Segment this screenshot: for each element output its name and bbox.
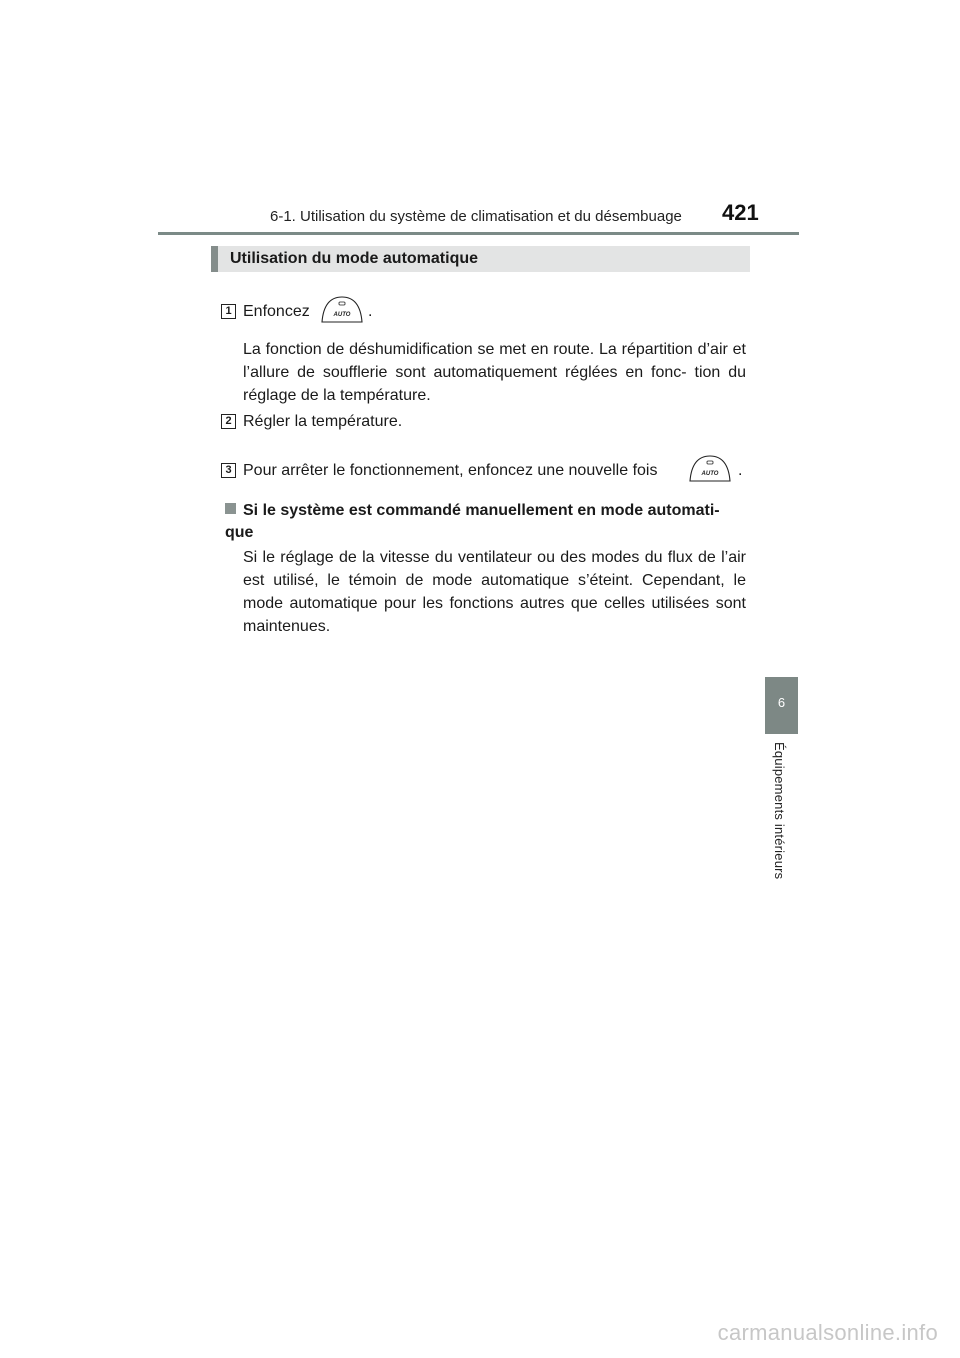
chapter-tab	[765, 677, 798, 734]
auto-icon-label: AUTO	[333, 312, 351, 318]
step-1-text-before: Enfoncez	[243, 303, 310, 320]
note-body: Si le réglage de la vitesse du ventilateur ou des modes du flux de l’air est utilisé, le témoin de mode automatique s’éteint. Cependant, le mode automatique pour les fonctions autres que celles utilisées sont maintenues.	[243, 549, 746, 635]
step-number-1: 1	[221, 304, 236, 319]
header-rule	[158, 232, 799, 235]
step-1-text-after: .	[368, 303, 373, 320]
auto-button-icon	[688, 453, 732, 483]
page-number: 421	[722, 200, 759, 225]
watermark: carmanualsonline.info	[717, 1320, 938, 1345]
section-heading	[211, 246, 750, 272]
step-number-2: 2	[221, 414, 236, 429]
chapter-title: Équipements intérieurs	[772, 742, 787, 880]
auto-icon-label: AUTO	[701, 471, 719, 477]
step-1-description: La fonction de déshumidification se met en route. La répartition d’air et l’allure de soufflerie sont automatiquement réglées en fonc- tion du réglage de la température.	[243, 341, 746, 404]
step-3-text-before: Pour arrêter le fonctionnement, enfoncez une nouvelle fois	[243, 462, 658, 479]
step-3-text-after: .	[738, 462, 743, 479]
note-heading-text: Si le système est commandé manuellement en mode automati- que	[225, 502, 720, 541]
step-2-text: Régler la température.	[243, 413, 403, 430]
square-bullet-icon	[225, 503, 236, 514]
step-number-3: 3	[221, 463, 236, 478]
header-section-title: 6-1. Utilisation du système de climatisation et du désembuage	[270, 208, 682, 225]
chapter-number: 6	[777, 695, 786, 710]
section-heading-text: Utilisation du mode automatique	[230, 250, 479, 267]
auto-button-icon	[320, 294, 364, 324]
step-1-text	[243, 300, 310, 323]
note-heading	[225, 500, 746, 544]
